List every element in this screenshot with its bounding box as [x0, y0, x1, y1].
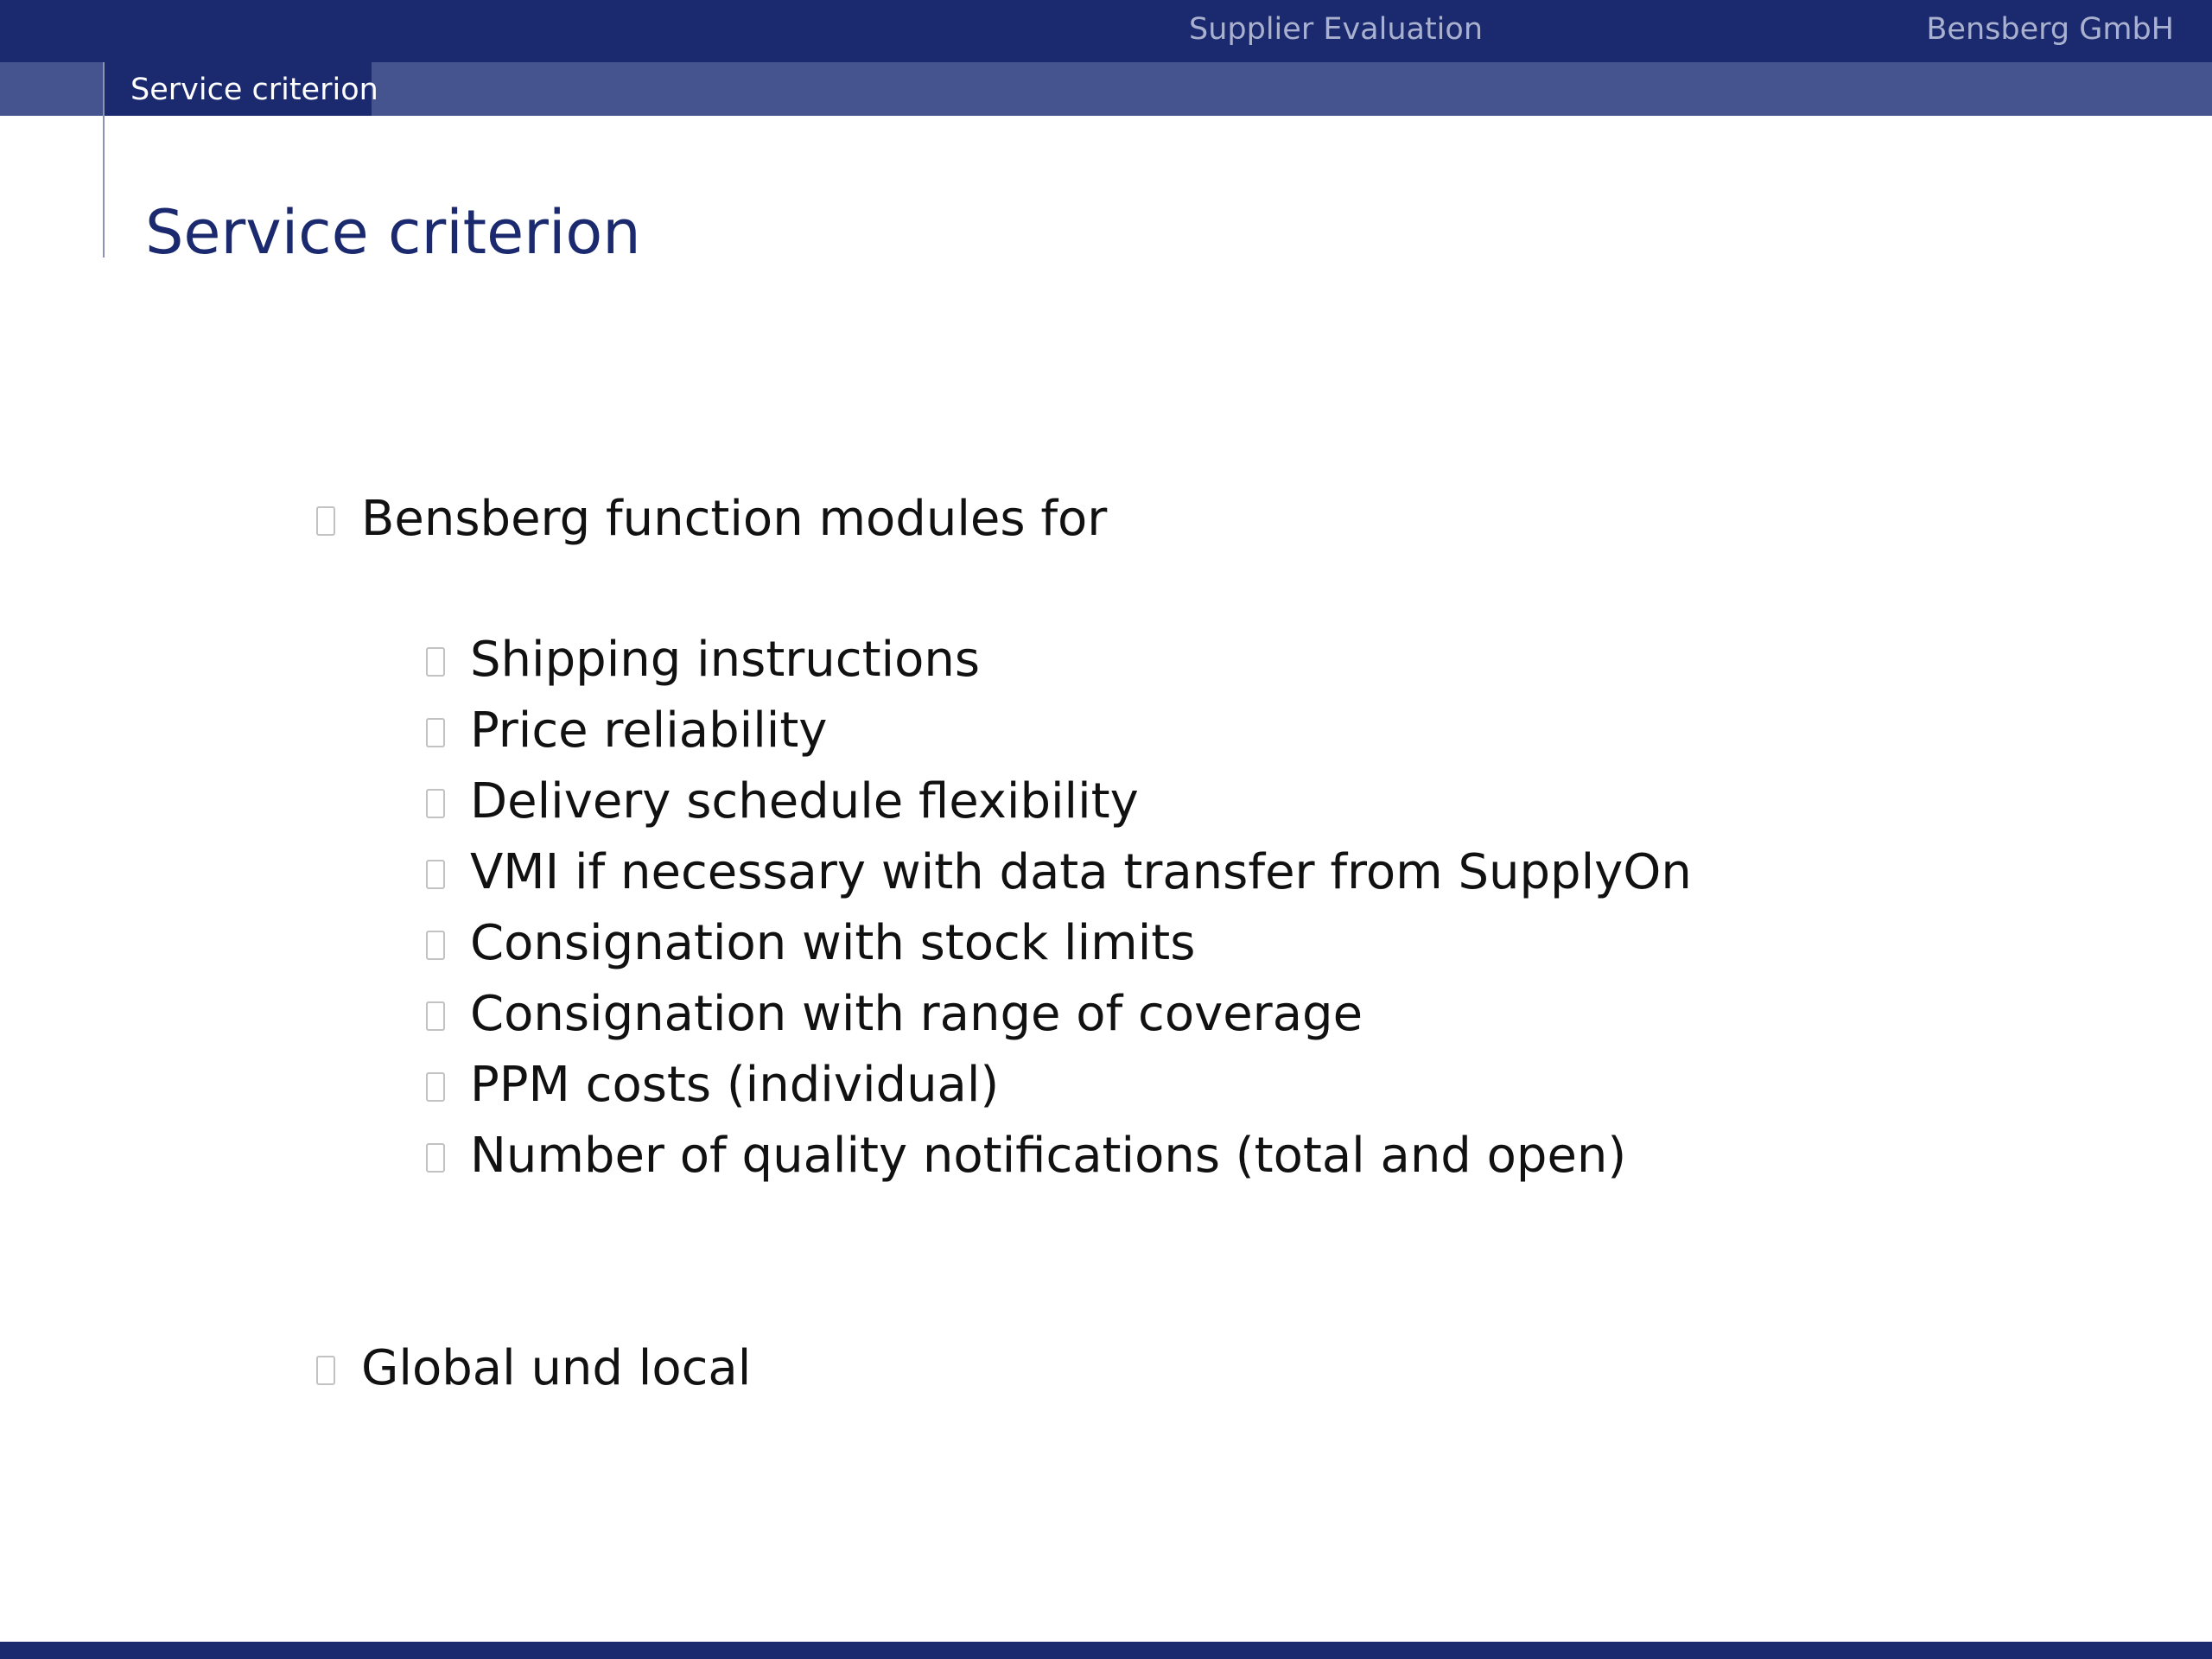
sub-bullet-text: Price reliability	[470, 702, 828, 759]
presentation-title: Supplier Evaluation	[1189, 12, 1484, 47]
section-tab	[104, 62, 378, 116]
bullet-box-icon	[316, 1356, 335, 1385]
header-bar	[0, 0, 2212, 62]
sub-bullet-text: Consignation with stock limits	[470, 915, 1196, 971]
bullet-text: Global und local	[361, 1340, 752, 1396]
bullet-box-icon	[426, 1143, 445, 1173]
bullet-box-icon	[426, 1072, 445, 1102]
sub-bullet-text: VMI if necessary with data transfer from SupplyOn	[470, 844, 1692, 900]
sub-bullet-text: Shipping instructions	[470, 632, 981, 688]
slide-title: Service criterion	[145, 197, 641, 268]
divider-line	[103, 62, 105, 257]
bullet-box-icon	[426, 789, 445, 818]
sub-bullet-text: Consignation with range of coverage	[470, 986, 1363, 1042]
bullet-box-icon	[316, 506, 335, 536]
footer-bar	[0, 1642, 2212, 1659]
bullet-box-icon	[426, 718, 445, 747]
bullet-box-icon	[426, 1001, 445, 1031]
bullet-box-icon	[426, 931, 445, 960]
bullet-text: Bensberg function modules for	[361, 491, 1108, 547]
sub-bullet-text: Delivery schedule flexibility	[470, 773, 1139, 830]
sub-bullet-text: Number of quality notifications (total and open)	[470, 1128, 1627, 1184]
sub-bullet-text: PPM costs (individual)	[470, 1057, 1000, 1113]
company-name: Bensberg GmbH	[1926, 12, 2174, 47]
bullet-box-icon	[426, 860, 445, 889]
section-tab-label: Service criterion	[130, 73, 378, 107]
bullet-box-icon	[426, 647, 445, 677]
